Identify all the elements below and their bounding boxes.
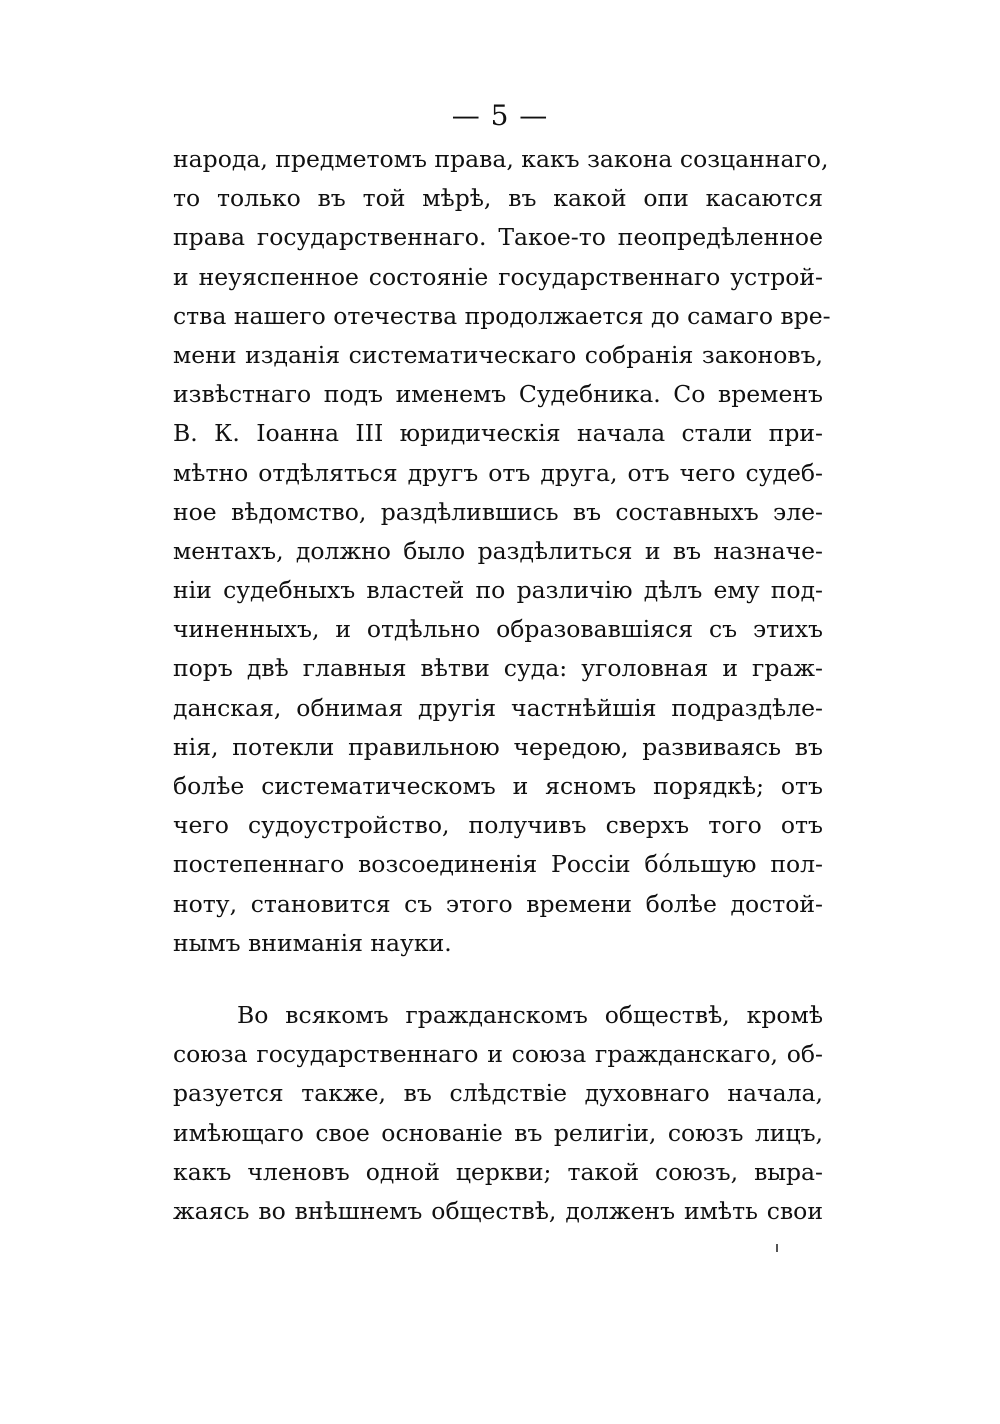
paragraph-1 (173, 140, 831, 963)
text-line: ное вѣдомство, раздѣлившись въ составныхъ эле- (173, 497, 823, 526)
text-line: и неуяспенное состояніе государственнаго устрой- (173, 262, 823, 291)
text-line: ментахъ, должно было раздѣлиться и въ назначе- (173, 536, 823, 565)
text-line: данская, обнимая другія частнѣйшія подраздѣле- (173, 693, 823, 722)
text-line: постепеннаго возсоединенія Россіи бо́льшую пол- (173, 850, 823, 879)
text-line: жаясь во внѣшнемъ обществѣ, долженъ имѣть свои (173, 1196, 823, 1225)
print-mark (776, 1244, 778, 1252)
text-line: права государственнаго. Такое-то пеопредѣленное (173, 223, 823, 252)
text-line: мени изданія систематическаго собранія законовъ, (173, 340, 823, 369)
text-line: ніи судебныхъ властей по различію дѣлъ ему под- (173, 576, 823, 605)
text-line: ноту, становится съ этого времени болѣе достой- (173, 889, 823, 918)
text-line: нія, потекли правильною чередою, развиваясь въ (173, 732, 823, 761)
text-line: то только въ той мѣрѣ, въ какой опи касаются (173, 184, 823, 213)
text-line: разуется также, въ слѣдствіе духовнаго начала, (173, 1079, 823, 1108)
text-line: извѣстнаго подъ именемъ Судебника. Со временъ (173, 380, 823, 409)
text-line: чиненныхъ, и отдѣльно образовавшіяся съ этихъ (173, 615, 823, 644)
text-line-last: нымъ вниманія науки. (173, 928, 452, 957)
text-line: мѣтно отдѣляться другъ отъ друга, отъ чего судеб- (173, 458, 823, 487)
text-line: какъ членовъ одной церкви; такой союзъ, выра- (173, 1157, 823, 1186)
text-line: ства нашего отечества продолжается до самаго вре- (173, 301, 831, 330)
page-number: — 5 — (451, 99, 549, 132)
text-line: поръ двѣ главныя вѣтви суда: уголовная и граж- (173, 654, 823, 683)
text-line: союза государственнаго и союза гражданскаго, об- (173, 1040, 823, 1069)
text-line: чего судоустройство, получивъ сверхъ того отъ (173, 811, 823, 840)
text-line-indented: Во всякомъ гражданскомъ обществѣ, кромѣ (237, 1001, 823, 1029)
text-line: народа, предметомъ права, какъ закона созцаннаго, (173, 145, 829, 173)
text-line: В. К. Іоанна III юридическія начала стали при- (173, 419, 823, 448)
text-line: имѣющаго свое основаніе въ религіи, союзъ лицъ, (173, 1118, 823, 1147)
paragraph-2 (173, 996, 823, 1231)
text-line: болѣе систематическомъ и ясномъ порядкѣ; отъ (173, 772, 823, 800)
